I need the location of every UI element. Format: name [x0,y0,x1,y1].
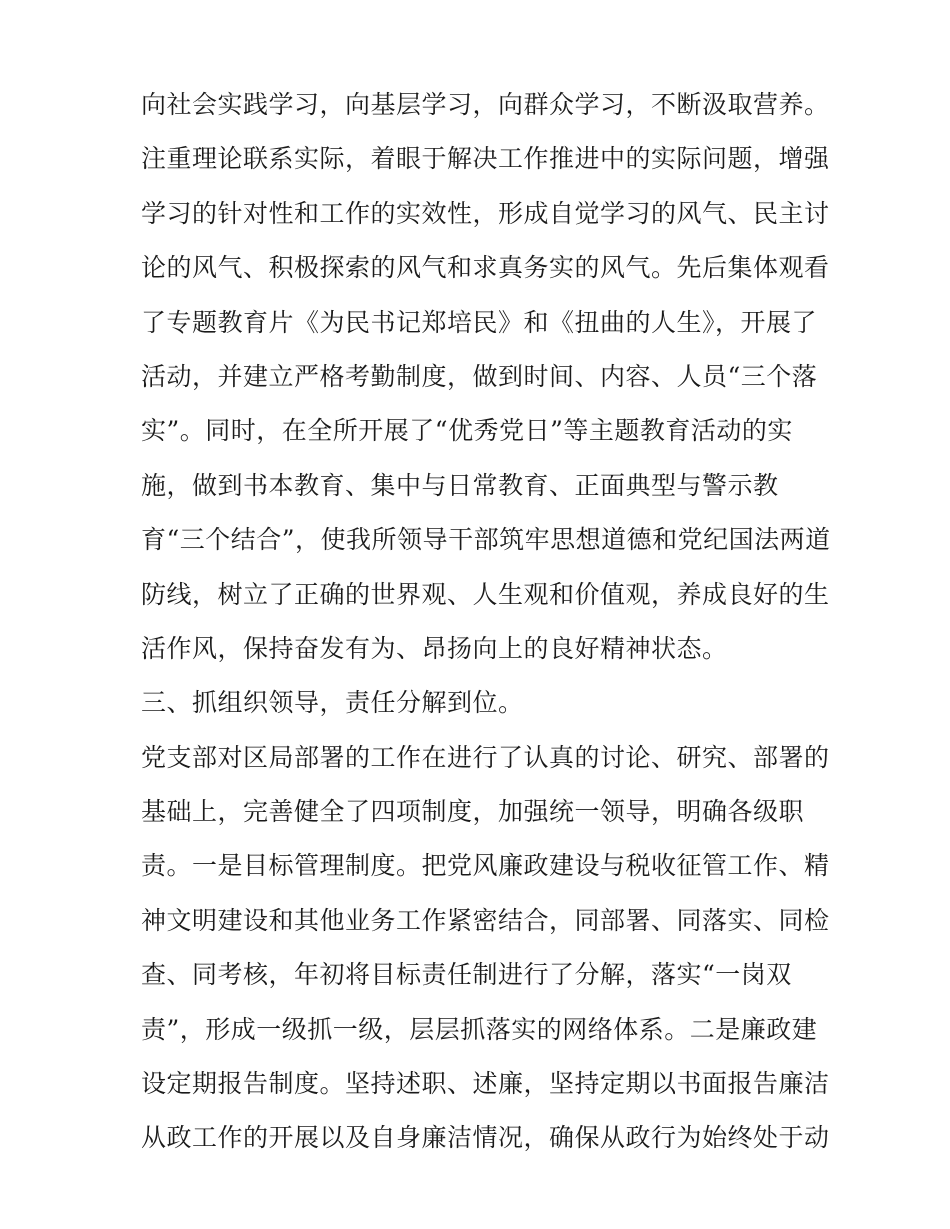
text-line: 实”。同时，在全所开展了“优秀党日”等主题教育活动的实 [141,416,793,446]
text-line: 向社会实践学习，向基层学习，向群众学习，不断汲取营养。 [141,90,830,119]
text-line: 基础上，完善健全了四项制度，加强统一领导，明确各级职 [141,797,805,827]
body-text [141,78,831,1166]
text-line: 设定期报告制度。坚持述职、述廉，坚持定期以书面报告廉洁 [141,1069,830,1099]
text-line: 责。一是目标管理制度。把党风廉政建设与税收征管工作、精 [141,851,830,881]
text-line: 党支部对区局部署的工作在进行了认真的讨论、研究、部署的 [141,742,830,772]
text-line: 防线，树立了正确的世界观、人生观和价值观，养成良好的生 [141,579,830,609]
text-line: 从政工作的开展以及自身廉洁情况，确保从政行为始终处于动 [141,1123,830,1153]
text-line: 施，做到书本教育、集中与日常教育、正面典型与警示教 [141,470,779,500]
text-line: 活动，并建立严格考勤制度，做到时间、内容、人员“三个落 [141,361,818,391]
text-line: 学习的针对性和工作的实效性，形成自觉学习的风气、民主讨 [141,198,830,228]
text-line: 责”，形成一级抓一级，层层抓落实的网络体系。二是廉政建 [141,1014,818,1044]
section-heading: 三、抓组织领导，责任分解到位。 [141,688,524,718]
text-line: 论的风气、积极探索的风气和求真务实的风气。先后集体观看 [141,253,830,283]
text-line: 育“三个结合”，使我所领导干部筑牢思想道德和党纪国法两道 [141,525,831,555]
text-line: 神文明建设和其他业务工作紧密结合，同部署、同落实、同检 [141,905,830,935]
text-line: 查、同考核，年初将目标责任制进行了分解，落实“一岗双 [141,960,792,990]
text-line: 活作风，保持奋发有为、昂扬向上的良好精神状态。 [141,633,728,663]
text-line: 了专题教育片《为民书记郑培民》和《扭曲的人生》，开展了 [141,307,818,337]
text-line: 注重理论联系实际，着眼于解决工作推进中的实际问题，增强 [141,144,830,174]
